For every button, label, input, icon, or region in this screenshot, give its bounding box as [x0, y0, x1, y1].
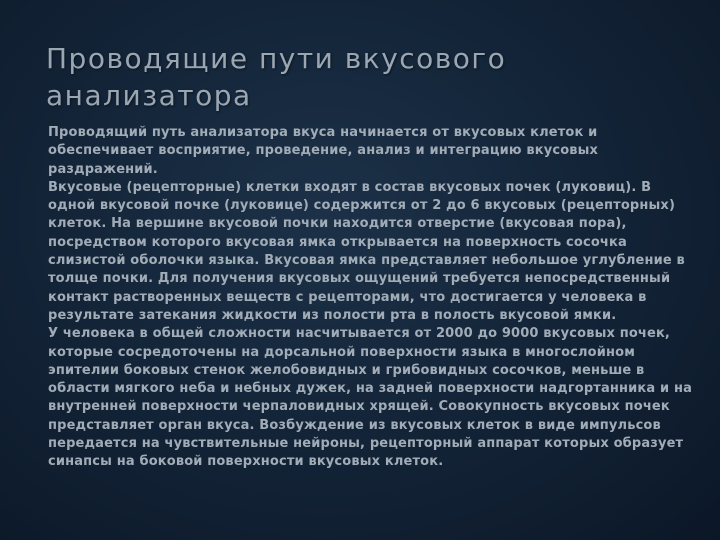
slide-title: Проводящие пути вкусового анализатора	[46, 42, 507, 112]
paragraph-distribution: У человека в общей сложности насчитывается от 2000 до 9000 вкусовых почек, которые сосредоточены на дорсальной поверхности языка в многослойном эпителии боковых стенок желобовидных и грибовидных сосочков, меньше в области мягкого неба и небных дужек, на задней поверхности надгортанника и на внутренней поверхности черпаловидных хрящей. Совокупность вкусовых почек представляет орган вкуса. Возбуждение из вкусовых клеток в виде импульсов передается на чувствительные нейроны, рецепторный аппарат которых образует синапсы на боковой поверхности вкусовых клеток.	[48, 326, 692, 470]
slide-body	[48, 124, 700, 472]
paragraph-taste-buds: Вкусовые (рецепторные) клетки входят в состав вкусовых почек (луковиц). В одной вкусовой почке (луковице) содержится от 2 до 6 вкусовых (рецепторных) клеток. На вершине вкусовой почки находится отверстие (вкусовая пора), посредством которого вкусовая ямка открывается на поверхность сосочка слизистой оболочки языка. Вкусовая ямка представляет небольшое углубление в толще почки. Для получения вкусовых ощущений требуется непосредственный контакт растворенных веществ с рецепторами, что достигается у человека в результате затекания жидкости из полости рта в полость вкусовой ямки.	[48, 179, 685, 323]
paragraph-intro: Проводящий путь анализатора вкуса начинается от вкусовых клеток и обеспечивает восприятие, проведение, анализ и интеграцию вкусовых раздражений.	[48, 125, 599, 177]
